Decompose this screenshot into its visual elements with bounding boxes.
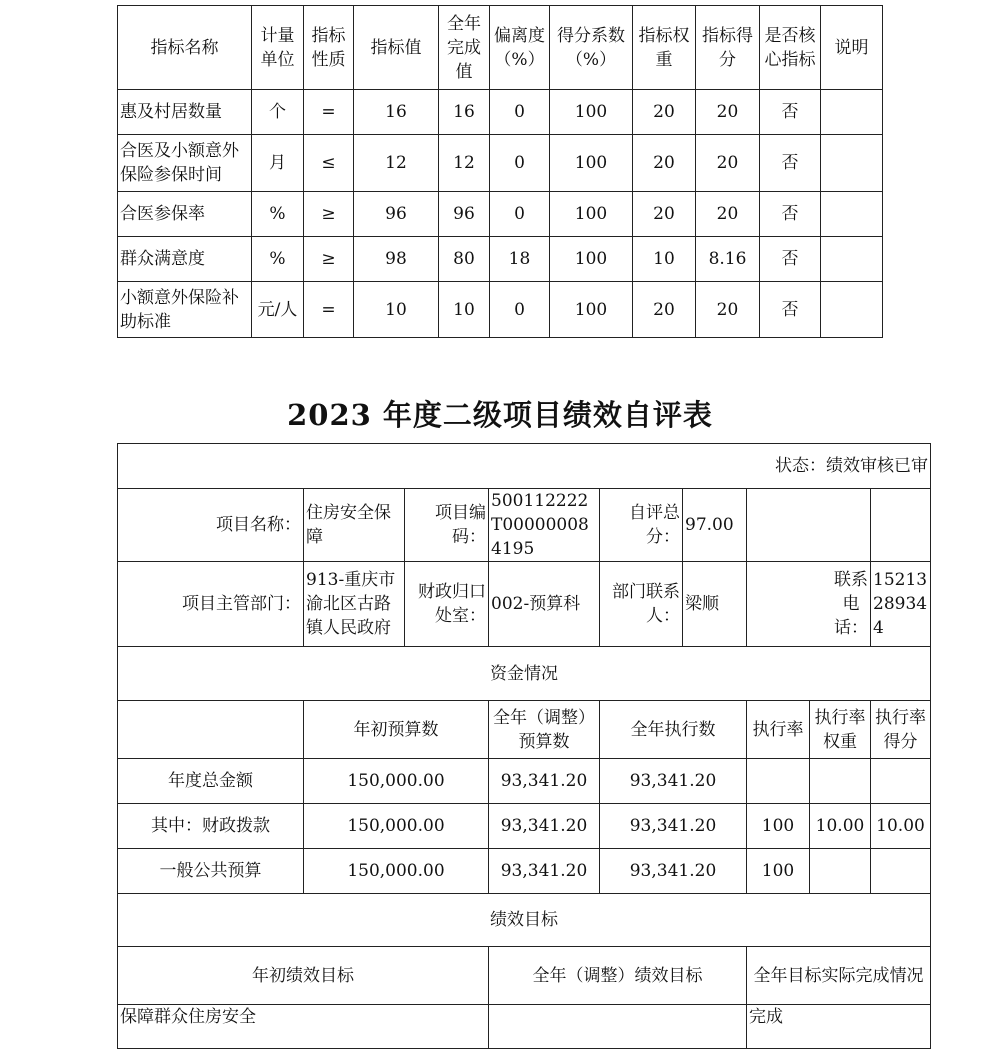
dept-value: 913-重庆市渝北区古路镇人民政府 xyxy=(304,562,405,647)
table-cell: 100 xyxy=(550,192,633,237)
indicator-name: 小额意外保险补助标准 xyxy=(118,282,252,338)
header-cell: 得分系数（%） xyxy=(550,6,633,90)
header-cell: 是否核心指标 xyxy=(760,6,821,90)
table-cell: 20 xyxy=(696,135,760,192)
table-cell: 16 xyxy=(439,90,490,135)
funds-section-title: 资金情况 xyxy=(118,647,931,701)
table-cell: 100 xyxy=(747,804,810,849)
table-row xyxy=(118,90,883,135)
phone-value: 15213289344 xyxy=(871,562,931,647)
header-cell: 计量单位 xyxy=(252,6,304,90)
table-cell: 93,341.20 xyxy=(489,804,600,849)
table-cell: 80 xyxy=(439,237,490,282)
funds-header-cell: 执行率 xyxy=(747,701,810,759)
table-cell: 20 xyxy=(633,192,696,237)
goals-section-row xyxy=(118,894,931,947)
project-info-row xyxy=(118,489,931,562)
finance-office-value: 002-预算科 xyxy=(489,562,600,647)
table-row xyxy=(118,192,883,237)
table-cell: 93,341.20 xyxy=(600,849,747,894)
table-cell: 20 xyxy=(633,90,696,135)
table-cell: ≥ xyxy=(304,237,354,282)
goals-section-title: 绩效目标 xyxy=(118,894,931,947)
phone-label-text: 联系电话： xyxy=(834,570,868,638)
evaluation-form-table xyxy=(117,443,931,1049)
funds-header-cell: 全年（调整）预算数 xyxy=(489,701,600,759)
table-cell xyxy=(871,849,931,894)
table-cell: 12 xyxy=(354,135,439,192)
table-cell: = xyxy=(304,90,354,135)
header-cell: 说明 xyxy=(821,6,883,90)
phone-label xyxy=(747,562,871,647)
table-cell: 月 xyxy=(252,135,304,192)
indicator-header-row xyxy=(118,6,883,90)
header-cell: 指标得分 xyxy=(696,6,760,90)
table-cell: 否 xyxy=(760,237,821,282)
table-cell: 20 xyxy=(696,192,760,237)
table-cell: 93,341.20 xyxy=(600,804,747,849)
table-cell: 16 xyxy=(354,90,439,135)
actual-completion: 完成 xyxy=(747,1005,931,1049)
page-title: 2023 年度二级项目绩效自评表 xyxy=(287,398,713,432)
header-cell: 偏离度（%） xyxy=(490,6,550,90)
table-cell xyxy=(747,759,810,804)
empty-cell xyxy=(747,489,871,562)
department-row xyxy=(118,562,931,647)
indicator-table xyxy=(117,5,883,338)
project-code-value: 500112222T000000084195 xyxy=(489,489,600,562)
self-score-value: 97.00 xyxy=(683,489,747,562)
table-row xyxy=(118,759,931,804)
table-row xyxy=(118,282,883,338)
table-cell: 否 xyxy=(760,192,821,237)
table-cell: 个 xyxy=(252,90,304,135)
header-cell: 指标性质 xyxy=(304,6,354,90)
table-cell: 20 xyxy=(696,90,760,135)
indicator-name: 群众满意度 xyxy=(118,237,252,282)
goals-header-row xyxy=(118,947,931,1005)
table-cell: 元/人 xyxy=(252,282,304,338)
table-cell: % xyxy=(252,192,304,237)
header-cell: 指标名称 xyxy=(118,6,252,90)
table-cell xyxy=(821,282,883,338)
funds-row-label: 年度总金额 xyxy=(118,759,304,804)
empty-cell xyxy=(871,489,931,562)
funds-section-row xyxy=(118,647,931,701)
table-cell: 96 xyxy=(439,192,490,237)
table-cell: 100 xyxy=(550,282,633,338)
table-cell: 10.00 xyxy=(810,804,871,849)
table-cell: 0 xyxy=(490,282,550,338)
table-cell xyxy=(810,759,871,804)
self-score-label: 自评总分： xyxy=(600,489,683,562)
table-cell: 150,000.00 xyxy=(304,849,489,894)
table-cell: 20 xyxy=(633,135,696,192)
contact-value: 梁顺 xyxy=(683,562,747,647)
indicator-name: 合医参保率 xyxy=(118,192,252,237)
indicator-name: 惠及村居数量 xyxy=(118,90,252,135)
table-cell: 否 xyxy=(760,135,821,192)
table-cell xyxy=(821,135,883,192)
header-cell: 指标值 xyxy=(354,6,439,90)
table-cell: 否 xyxy=(760,282,821,338)
table-cell: 100 xyxy=(550,237,633,282)
table-cell: % xyxy=(252,237,304,282)
funds-header-cell: 执行率权重 xyxy=(810,701,871,759)
table-cell: 98 xyxy=(354,237,439,282)
table-cell: 8.16 xyxy=(696,237,760,282)
table-cell: 10 xyxy=(439,282,490,338)
header-cell: 指标权重 xyxy=(633,6,696,90)
table-cell: 150,000.00 xyxy=(304,759,489,804)
indicator-name: 合医及小额意外保险参保时间 xyxy=(118,135,252,192)
table-cell: 10.00 xyxy=(871,804,931,849)
table-row xyxy=(118,849,931,894)
project-code-label: 项目编码： xyxy=(405,489,489,562)
table-row xyxy=(118,804,931,849)
project-name-label: 项目名称： xyxy=(118,489,304,562)
status-text: 状态：绩效审核已审 xyxy=(118,444,931,489)
funds-header-cell: 执行率得分 xyxy=(871,701,931,759)
status-row xyxy=(118,444,931,489)
table-cell: 0 xyxy=(490,90,550,135)
table-cell: 20 xyxy=(696,282,760,338)
table-row xyxy=(118,237,883,282)
table-row xyxy=(118,135,883,192)
funds-row-label: 其中：财政拨款 xyxy=(118,804,304,849)
table-cell: = xyxy=(304,282,354,338)
table-cell: 12 xyxy=(439,135,490,192)
table-cell xyxy=(821,90,883,135)
table-cell: ≤ xyxy=(304,135,354,192)
table-cell: 100 xyxy=(747,849,810,894)
table-cell: 18 xyxy=(490,237,550,282)
table-cell: 10 xyxy=(633,237,696,282)
header-cell: 全年完成值 xyxy=(439,6,490,90)
table-cell: 20 xyxy=(633,282,696,338)
table-cell: 0 xyxy=(490,135,550,192)
table-cell xyxy=(871,759,931,804)
table-cell: 150,000.00 xyxy=(304,804,489,849)
funds-row-label: 一般公共预算 xyxy=(118,849,304,894)
table-cell: ≥ xyxy=(304,192,354,237)
table-cell xyxy=(821,192,883,237)
goals-header-cell: 全年目标实际完成情况 xyxy=(747,947,931,1005)
funds-header-cell: 全年执行数 xyxy=(600,701,747,759)
table-cell: 0 xyxy=(490,192,550,237)
finance-office-label: 财政归口处室： xyxy=(405,562,489,647)
funds-header-cell: 年初预算数 xyxy=(304,701,489,759)
dept-label: 项目主管部门： xyxy=(118,562,304,647)
table-cell: 10 xyxy=(354,282,439,338)
goals-header-cell: 年初绩效目标 xyxy=(118,947,489,1005)
funds-header-cell xyxy=(118,701,304,759)
contact-label: 部门联系人： xyxy=(600,562,683,647)
table-cell: 93,341.20 xyxy=(489,849,600,894)
table-cell xyxy=(810,849,871,894)
goals-row xyxy=(118,1005,931,1049)
table-cell: 否 xyxy=(760,90,821,135)
adjusted-goal xyxy=(489,1005,747,1049)
initial-goal: 保障群众住房安全 xyxy=(118,1005,489,1049)
funds-header-row xyxy=(118,701,931,759)
table-cell: 96 xyxy=(354,192,439,237)
project-name-value: 住房安全保障 xyxy=(304,489,405,562)
table-cell: 93,341.20 xyxy=(600,759,747,804)
table-cell: 100 xyxy=(550,90,633,135)
table-cell: 93,341.20 xyxy=(489,759,600,804)
goals-header-cell: 全年（调整）绩效目标 xyxy=(489,947,747,1005)
table-cell: 100 xyxy=(550,135,633,192)
table-cell xyxy=(821,237,883,282)
